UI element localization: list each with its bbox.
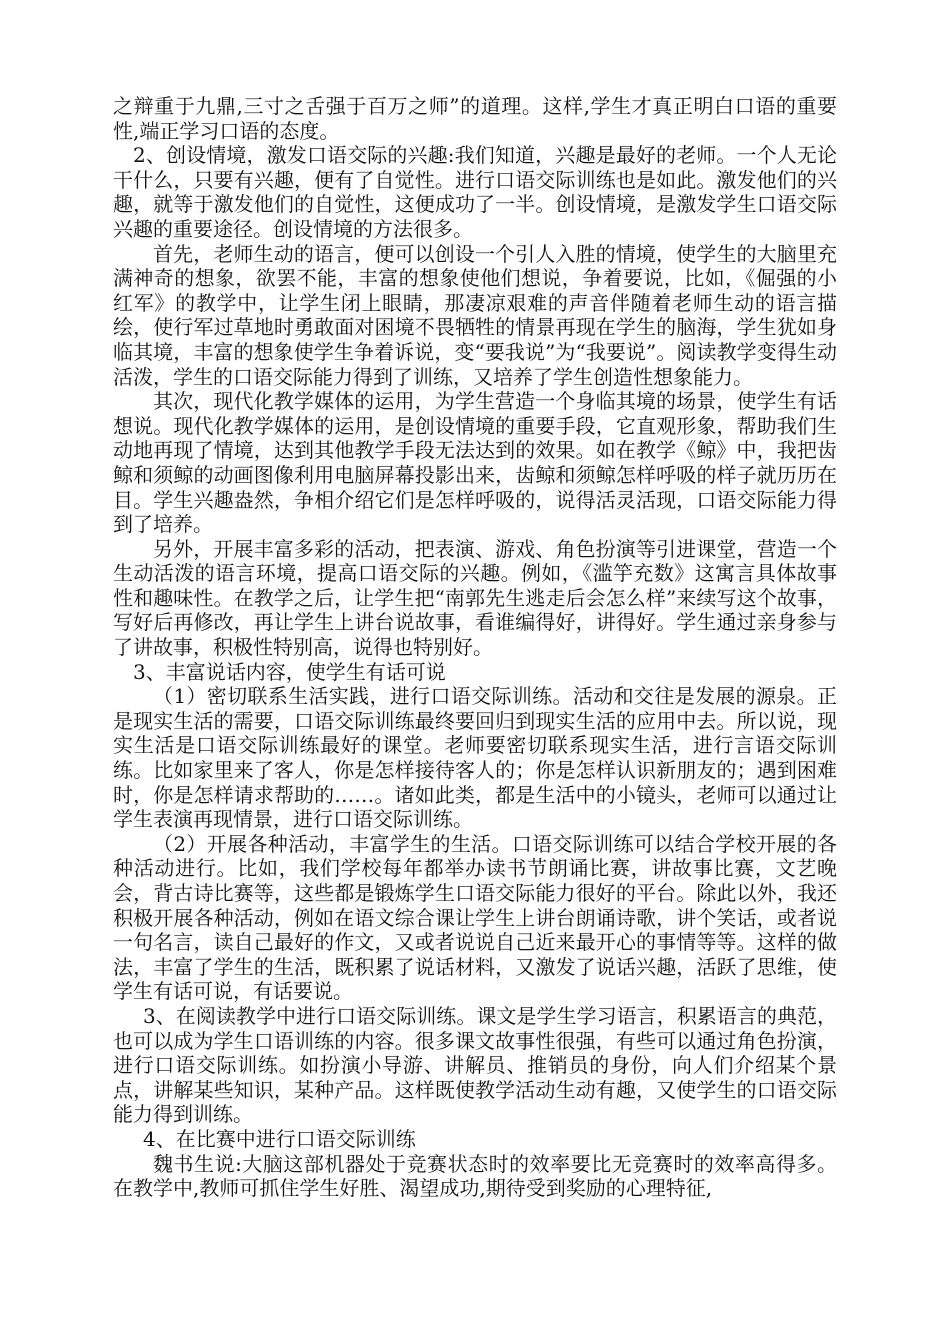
- paragraph-firstly: 首先，老师生动的语言，便可以创设一个引人入胜的情境，使学生的大脑里充满神奇的想象，欲罢不能，丰富的想象使他们想说，争着要说，比如，《倔强的小红军》的教学中，让学生闭上眼睛，那凄凉艰难的声音伴随着老师生动的语言描绘，使行军过草地时勇敢面对困境不畏牺牲的情景再现在学生的脑海，学生犹如身临其境，丰富的想象使学生争着诉说，变“要我说”为“我要说”。阅读教学变得生动活泼，学生的口语交际能力得到了训练，又培养了学生创造性想象能力。: [113, 241, 837, 389]
- paragraph-section-2: 2、创设情境，激发口语交际的兴趣:我们知道，兴趣是最好的老师。一个人无论干什么，只要有兴趣，便有了自觉性。进行口语交际训练也是如此。激发他们的兴趣，就等于激发他们的自觉性，这便成功了一半。创设情境，是激发学生口语交际兴趣的重要途径。创设情境的方法很多。: [113, 143, 837, 241]
- paragraph-continuation: 之辩重于九鼎,三寸之舌强于百万之师”的道理。这样,学生才真正明白口语的重要性,端正学习口语的态度。: [113, 94, 837, 143]
- section-heading-4: 4、在比赛中进行口语交际训练: [143, 1126, 416, 1151]
- paragraph-competition: 魏书生说:大脑这部机器处于竞赛状态时的效率要比无竞赛时的效率高得多。在教学中,教师可抓住学生好胜、渴望成功,期待受到奖励的心理特征,: [113, 1151, 837, 1201]
- paragraph-item-2: （2）开展各种活动，丰富学生的生活。口语交际训练可以结合学校开展的各种活动进行。比如，我们学校每年都举办读书节朗诵比赛，讲故事比赛，文艺晚会，背古诗比赛等，这些都是锻炼学生口语交际能力很好的平台。除此以外，我还积极开展各种活动，例如在语文综合课让学生上讲台朗诵诗歌，讲个笑话，或者说一句名言，读自己最好的作文，又或者说说自己近来最开心的事情等等。这样的做法，丰富了学生的生活，既积累了说话材料，又激发了说话兴趣，活跃了思维，使学生有话可说，有话要说。: [113, 831, 837, 1004]
- paragraph-moreover: 另外，开展丰富多彩的活动，把表演、游戏、角色扮演等引进课堂，营造一个生动活泼的语言环境，提高口语交际的兴趣。例如，《滥竽充数》这寓言具体故事性和趣味性。在教学之后，让学生把“南郭先生逃走后会怎么样”来续写这个故事，写好后再修改，再让学生上讲台说故事，看谁编得好，讲得好。学生通过亲身参与了讲故事，积极性特别高，说得也特别好。: [113, 536, 837, 660]
- paragraph-item-1: （1）密切联系生活实践，进行口语交际训练。活动和交往是发展的源泉。正是现实生活的需要，口语交际训练最终要回归到现实生活的应用中去。所以说，现实生活是口语交际训练最好的课堂。老师要密切联系现实生活，进行言语交际训练。比如家里来了客人，你是怎样接待客人的；你是怎样认识新朋友的；遇到困难时，你是怎样请求帮助的……。诸如此类，都是生活中的小镜头，老师可以通过让学生表演再现情景，进行口语交际训练。: [113, 684, 837, 832]
- section-heading-3: 3、丰富说话内容，使学生有话可说: [133, 659, 446, 684]
- document-body: [113, 94, 837, 1201]
- paragraph-reading-training: 3、在阅读教学中进行口语交际训练。课文是学生学习语言，积累语言的典范，也可以成为学生口语训练的内容。很多课文故事性很强，有些可以通过角色扮演，进行口语交际训练。如扮演小导游、讲解员、推销员的身份，向人们介绍某个景点，讲解某些知识，某种产品。这样既使教学活动生动有趣，又使学生的口语交际能力得到训练。: [113, 1003, 837, 1127]
- paragraph-secondly: 其次，现代化教学媒体的运用，为学生营造一个身临其境的场景，使学生有话想说。现代化教学媒体的运用，是创设情境的重要手段，它直观形象，帮助我们生动地再现了情境，达到其他教学手段无法达到的效果。如在教学《鲸》中，我把齿鲸和须鲸的动画图像利用电脑屏幕投影出来，齿鲸和须鲸怎样呼吸的样子就历历在目。学生兴趣盎然，争相介绍它们是怎样呼吸的，说得活灵活现，口语交际能力得到了培养。: [113, 389, 837, 537]
